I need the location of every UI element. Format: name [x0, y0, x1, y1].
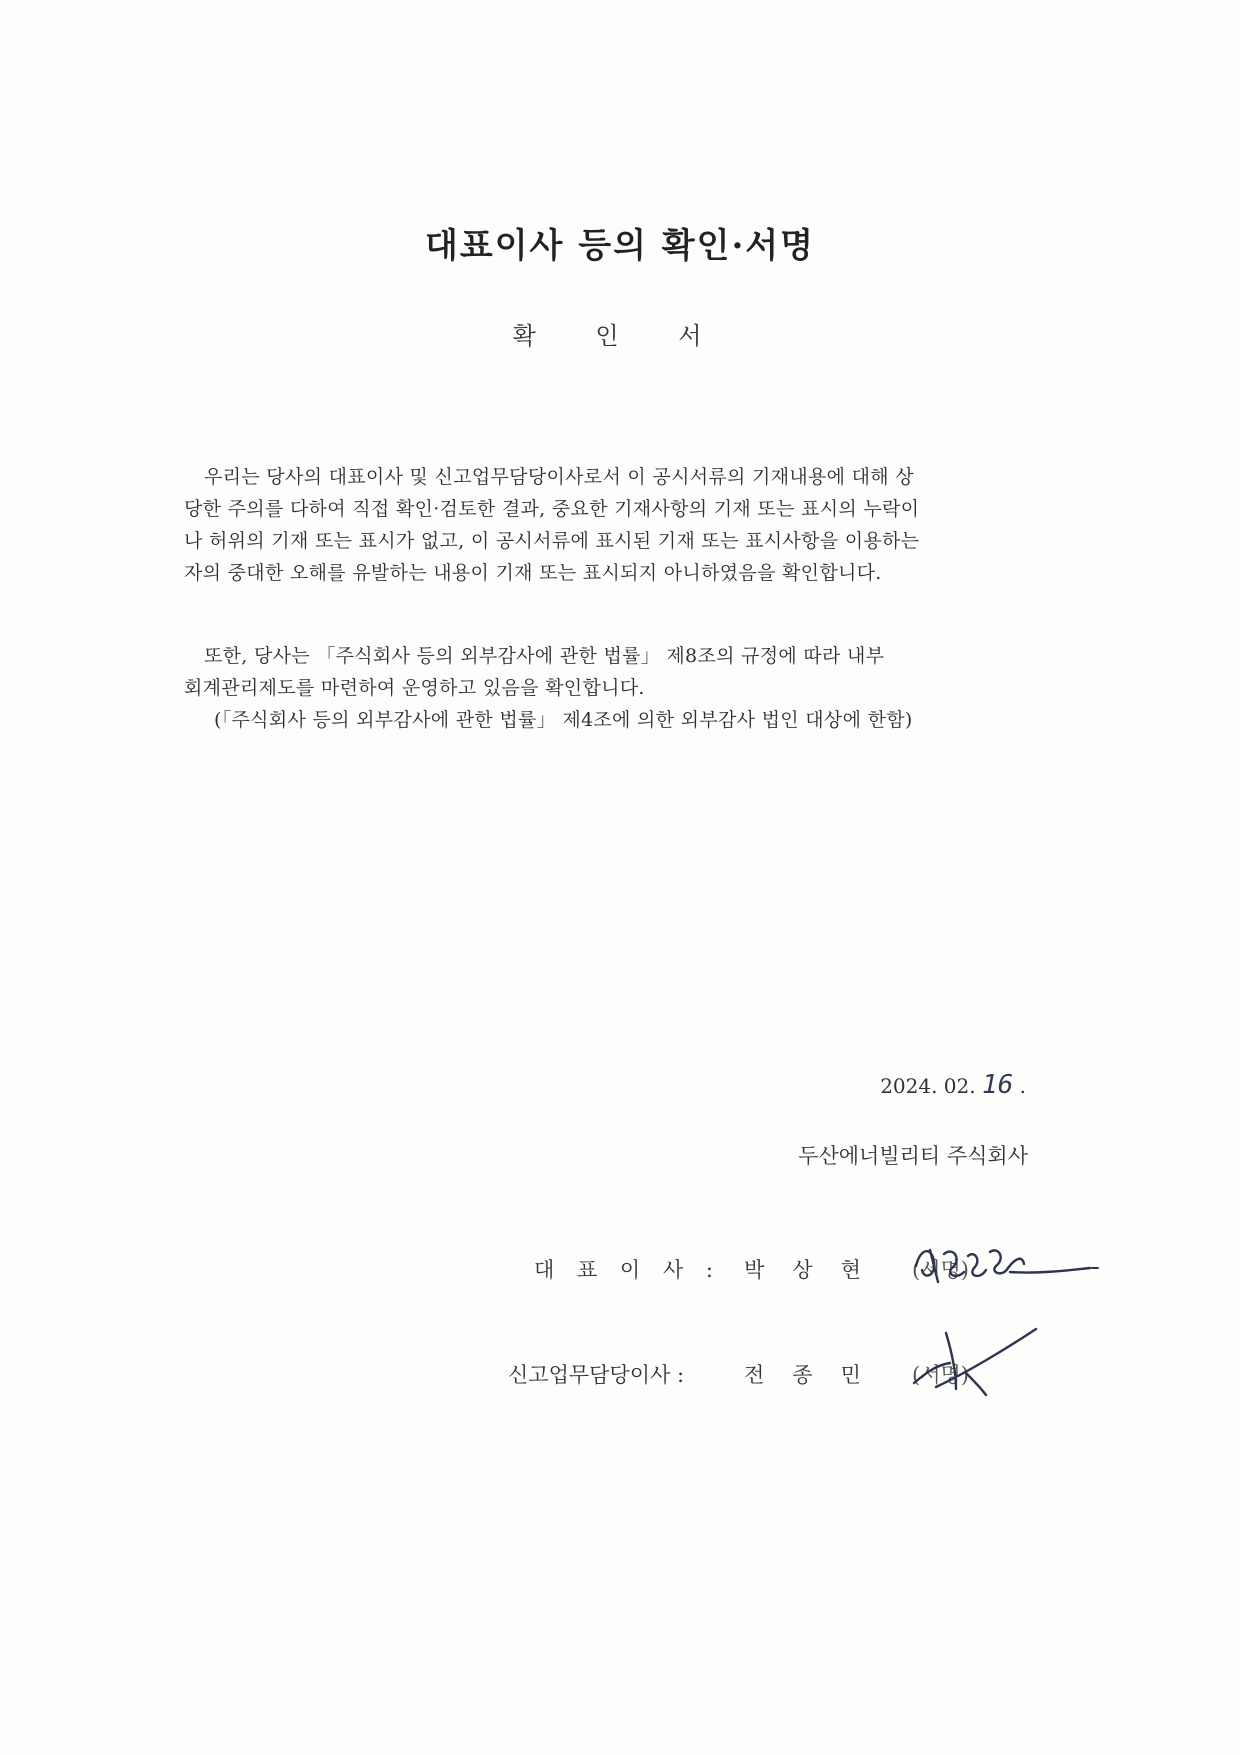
paragraph-note: (「주식회사 등의 외부감사에 관한 법률」 제4조에 의한 외부감사 법인 대상에 한함): [214, 709, 913, 731]
signatory-name: 박상현: [744, 1258, 889, 1282]
document-subtitle: 확 인 서: [512, 322, 728, 350]
signatory-name: 전종민: [744, 1363, 889, 1387]
signatory-disclosure-officer: [0, 1355, 1240, 1395]
handwritten-signature: [906, 1313, 1046, 1403]
signatory-ceo: [0, 1250, 1240, 1290]
paragraph-line: 우리는 당사의 대표이사 및 신고업무담당이사로서 이 공시서류의 기재내용에 대해 상: [204, 466, 914, 488]
company-name: 두산에너빌리티 주식회사: [798, 1144, 1028, 1168]
date-year-month: 2024. 02.: [880, 1074, 982, 1098]
signature-placeholder: (서명): [912, 1258, 969, 1282]
confirmation-paragraph: [184, 462, 1064, 602]
paragraph-line: 회계관리제도를 마련하여 운영하고 있음을 확인합니다.: [184, 677, 645, 699]
date-suffix: .: [1013, 1074, 1026, 1098]
paragraph-line: 나 허위의 기재 또는 표시가 없고, 이 공시서류에 표시된 기재 또는 표시사항을 이용하는: [184, 530, 920, 552]
paragraph-line: 자의 중대한 오해를 유발하는 내용이 기재 또는 표시되지 아니하였음을 확인합니다.: [184, 562, 882, 584]
page-title: 대표이사 등의 확인·서명: [425, 226, 815, 266]
signatory-role: 신고업무담당이사 :: [508, 1363, 685, 1387]
internal-control-paragraph: [184, 641, 1064, 751]
signature-placeholder: (서명): [912, 1363, 969, 1387]
date-day-handwritten: 16: [981, 1070, 1014, 1100]
document-date: [880, 1070, 1026, 1100]
paragraph-line: 또한, 당사는 「주식회사 등의 외부감사에 관한 법률」 제8조의 규정에 따라 내부: [204, 645, 885, 667]
signatory-role: 대 표 이 사 :: [534, 1258, 721, 1282]
paragraph-line: 당한 주의를 다하여 직접 확인·검토한 결과, 중요한 기재사항의 기재 또는 표시의 누락이: [184, 498, 920, 520]
